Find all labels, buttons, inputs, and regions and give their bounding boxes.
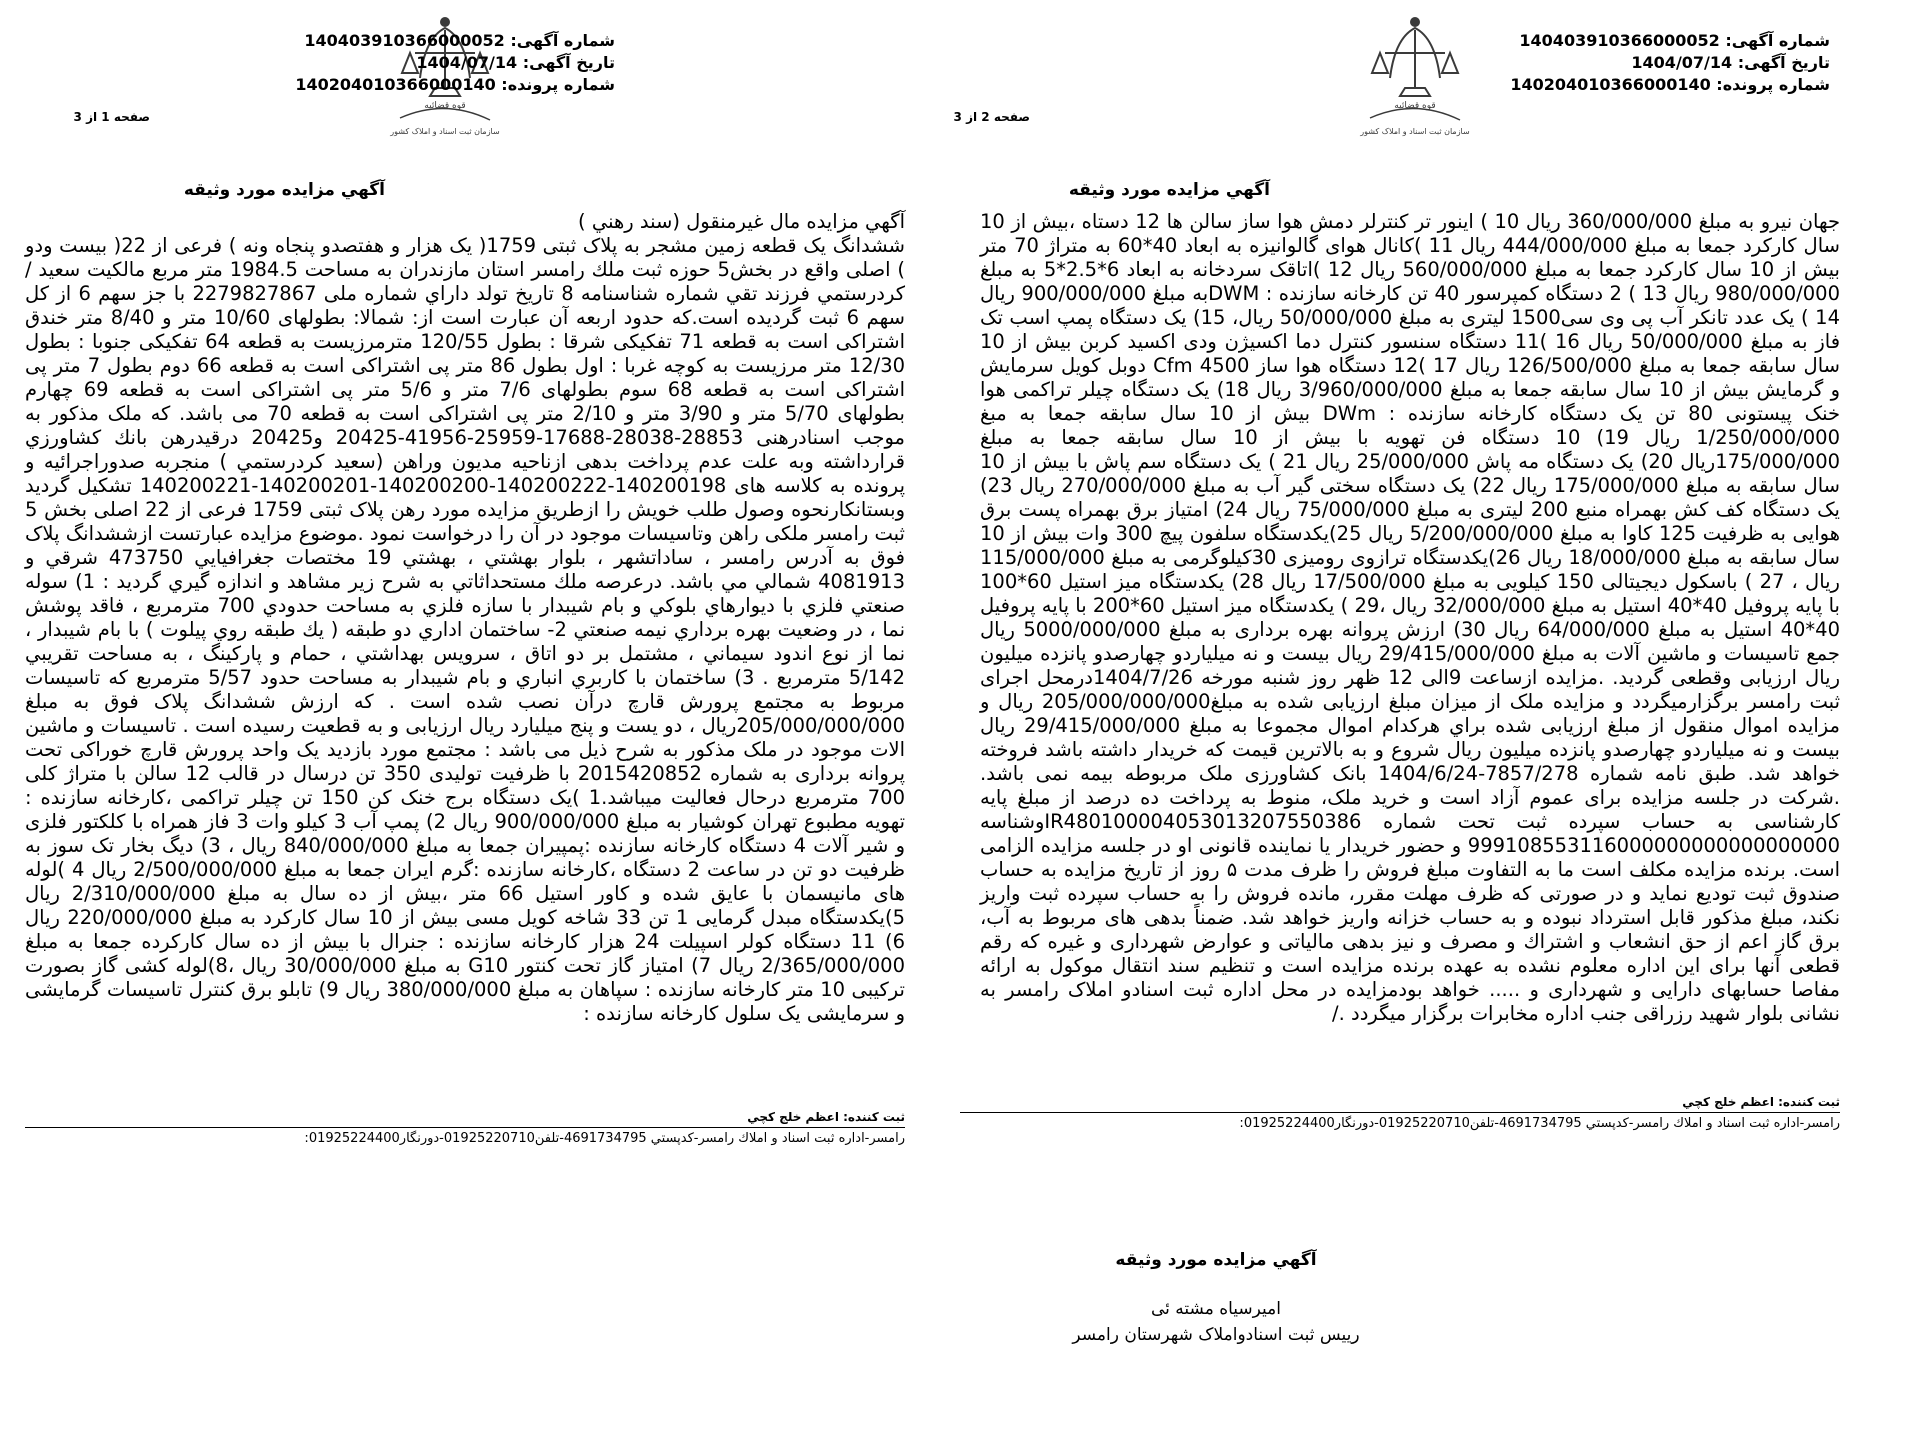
ad-body-paragraph: ششدانگ یک قطعه زمین مشجر به پلاک ثبتی 1759( یک هزار و هفتصدو پنجاه ونه ) فرعی از 22( بیست ودو ) اصلی واقع در بخش5 حوزه ثبت ملك رامسر استان مازندران به مساحت 1984.5 متر مربع مالكيت سعيد / كردرستمي فرزند تقي شماره شناسنامه 8 تاريخ تولد داراي شماره ملی 2279827867 با جز سهم 6 از كل سهم 6 ثبت گرديده است.که حدود اربعه آن عبارت است از: شمالا: بطولهای 10/60 متر و 8/40 متر خندق اشتراکی است به قطعه 71 تفکیکی شرقا : بطول 120/55 مترمرزیست به قطعه 64 تفکیکی جنوبا : بطول 12/30 متر مرزیست به کوچه غربا : اول بطول 86 متر پی اشتراکی است به قطعه 66 دوم بطول 7 متر پی اشتراکی است به قطعه 68 سوم بطولهای 7/6 متر و 5/6 متر پی اشتراکی است به قطعه 69 چهارم بطولهای 5/70 متر و 3/90 متر و 2/10 متر پی اشتراکی است به قطعه 70 می باشد. که ملک مذکور به موجب اسنادرهنی 28853-28038-17688-25959-41956-20425 و20425 درقیدرهن بانك كشاورزي قرارداشته وبه علت عدم پرداخت بدهی ازناحیه مدیون وراهن (سعید كردرستمي ) منجربه صدوراجرائيه و پرونده به كلاسه های 140200198-140200222-140200200-140200201-140200221 تشکیل گرديد وبستانکارنحوه وصول طلب خويش را ازطريق مزايده مورد رهن پلاک ثبتی 1759 فرعی از 22 اصلی بخش 5 ثبت رامسر ملکی راهن وتاسیسات موجود در آن را درخواست نمود .موضوع مزایده عبارتست ازششدانگ پلاک فوق به آدرس رامسر ، ساداتشهر ، بلوار بهشتي ، بهشتي 19 مختصات جغرافيايي 473750 شرقي و 4081913 شمالي مي باشد. درعرصه ملك مستحداثاتي به شرح زير مشاهد و اندازه گيري گرديد : 1) سوله صنعتي فلزي با ديوارهاي بلوكي و بام شيبدار با سازه فلزي به مساحت حدودي 700 مترمربع ، فاقد پوشش نما ، در وضعيت بهره برداري نيمه صنعتي 2- ساختمان اداري دو طبقه ( يك طبقه روي پيلوت ) با بام شيبدار ، نما از نوع اندود سيماني ، مشتمل بر دو اتاق ، سرويس بهداشتي ، حمام و پاركينگ ، به مساحت تقريبي 5/142 مترمربع . 3) ساختمان با كاربري انباري و بام شيبدار به مساحت حدود 5/57 مترمربع كه تاسيسات مربوط به مجتمع پرورش قارچ درآن نصب شده است . كه ارزش ششدانگ پلاک فوق به مبلغ 205/000/000/000ریال ، دو یست و پنج میلیارد ریال ارزیابی و به قطعیت رسیده است . تاسیسات و ماشین الات موجود در ملک مذکور به شرح ذیل می باشد : مجتمع مورد بازدید یک واحد پرورش قارچ خوراکی تحت پروانه برداری به شماره 2015420852 با ظرفیت تولیدی 350 تن درسال در قالب 12 سالن با متراژ کلی 700 مترمربع درحال فعالیت میباشد.1 )یک دستگاه برج خنک کن 150 تن چیلر تراکمی ،کارخانه سازنده : تهویه مطبوع تهران کوشیار به مبلغ 900/000/000 ریال 2) پمپ آب 3 کیلو وات 3 فاز همراه با کلکتور فلزی و شیر آلات 4 دستگاه کارخانه سازنده :پمپیران جمعا به مبلغ 840/000/000 ریال ، 3) دیگ بخار تک سوز به ظرفیت دو تن در ساعت 2 دستگاه ،کارخانه سازنده :گرم ایران جمعا به مبلغ 2/500/000/000 ریال 4 )لوله های مانیسمان با عایق شده و کاور استیل 66 متر ،بیش از ده سال به مبلغ 2/310/000/000 ریال 5)یکدستگاه مبدل گرمایی 1 تن 33 شاخه کویل مسی بیش از 10 سال کارکرد به مبلغ 220/000/000 ریال 6) 11 دستگاه کولر اسپیلت 24 هزار کارخانه سازنده : جنرال با بیش از ده سال کارکرده جمعا به مبلغ 2/365/000/000 ریال 7) امتیاز گاز تحت کنتور G10 به مبلغ 30/000/000 ریال ،8)لوله کشی گاز بصورت ترکیبی 10 متر کارخانه سازنده : سپاهان به مبلغ 380/000/000 ریال 9) تابلو برق کنترل تاسیسات گرمایشی و سرمایشی یک سلول کارخانه سازنده : [24,234,906,1025]
ad-number: شماره آگهی: 140403910366000052 [304,31,615,50]
emblem-caption-top: قوه قضائیه [1394,101,1436,111]
signatory-name: امیرسیاه مشته ئی [1150,1299,1282,1319]
page-title: آگهي مزايده مورد وثيقه [1068,180,1270,200]
office-footer: رامسر-اداره ثبت اسناد و املاك رامسر-کدپستي 4691734795-تلفن01925220710-دورنگار01925224400: [1239,1116,1840,1131]
emblem-caption-top: قوه قضائیه [424,101,466,111]
registrar-name: ثبت کننده: اعظم خلج کچي [747,1110,905,1124]
file-number: شماره پرونده: 140204010366000140 [295,75,615,94]
emblem-caption-bottom: سازمان ثبت اسناد و املاک کشور [390,127,500,136]
page-number: صفحه 1 از 3 [73,110,150,124]
footer-divider [25,1127,905,1128]
signatory-position: رييس ثبت اسنادواملاک شهرستان رامسر [1072,1325,1360,1345]
footer-divider [960,1112,1840,1113]
file-number: شماره پرونده: 140204010366000140 [1510,75,1830,94]
ad-metadata [1510,30,1830,96]
office-footer: رامسر-اداره ثبت اسناد و املاك رامسر-کدپستي 4691734795-تلفن01925220710-دورنگار01925224400: [304,1131,905,1146]
emblem-caption-bottom: سازمان ثبت اسناد و املاک کشور [1360,127,1470,136]
ad-date: تاریخ آگهی: 1404/07/14 [416,53,615,72]
ad-number: شماره آگهی: 140403910366000052 [1519,31,1830,50]
registrar-name: ثبت کننده: اعظم خلج کچي [1682,1095,1840,1109]
page-title: آگهي مزايده مورد وثيقه [183,180,385,200]
ad-page-2 [950,0,1850,1131]
ad-subtitle: آگهي مزايده مال غيرمنقول (سند رهني ) [578,210,905,233]
judiciary-emblem-icon [1350,8,1480,143]
ad-page-1 [15,0,915,1146]
ad-metadata [295,30,615,96]
ad-body-text [25,210,905,1026]
ad-date: تاریخ آگهی: 1404/07/14 [1631,53,1830,72]
page-number: صفحه 2 از 3 [953,110,1030,124]
signature-block [1006,1250,1426,1348]
signature-title: آگهي مزايده مورد وثيقه [1115,1250,1317,1270]
ad-body-text: جهان نیرو به مبلغ 360/000/000 ریال 10 ) اینور تر کنترلر دمش هوا ساز سالن ها 12 دستاه ،بیش از 10 سال کارکرد جمعا به مبلغ 444/000/000 ریال 11 )کانال هوای گالوانیزه به ابعاد 40*60 به متراژ 70 متر بیش از 10 سال کارکرد جمعا به مبلغ 560/000/000 ریال 12 )اتاقک سردخانه به ابعاد 6*2.5*5 به مبلغ 980/000/000 ریال 13 ) 2 دستگاه کمپرسور 40 تن کارخانه سازنده : DWMبه مبلغ 900/000/000 ریال 14 ) یک عدد تانکر آب پی وی سی1500 لیتری به مبلغ 50/000/000 ریال، 15) یک دستگاه پمپ اسب تک فاز به مبلغ 50/000/000 ریال 16 )11 دستگاه سنسور کنترل دما اکسیژن ودی اکسید کربن بیش از 10 سال سابقه جمعا به مبلغ 126/500/000 ریال 17 )12 دستگاه هوا ساز 4500 Cfm دوبل کویل سرمایش و گرمایش بیش از 10 سال سابقه جمعا به مبلغ 3/960/000/000 ریال 18) یک دستگاه چیلر تراکمی هوا خنک پیستونی 80 تن یک دستگاه کارخانه سازنده : DWm بیش از 10 سال سابقه جمعا به مبغ 1/250/000/000 ریال 19) 10 دستگاه فن تهویه با بیش از 10 سال سابقه جمعا به مبلغ 175/000/000ریال 20) یک دستگاه مه پاش 25/000/000 ریال 21 ) یک دستگاه سم پاش با بیش از 10 سال سابقه به مبلغ 175/000/000 ریال 22) یک دستگاه سختی گیر آب به مبلغ 270/000/000 ریال 23) یک دستگاه کف کش بهمراه منبع 200 لیتری به مبلغ 75/000/000 ریال 24) امتیاز برق بهمراه پست برق هوایی به ظرفیت 125 کاوا به مبلغ 5/200/000/000 ریال 25)یکدستگاه سلفون پیچ 300 وات بیش از 10 سال سابقه به مبلغ 18/000/000 ریال 26)یکدستگاه ترازوی رومیزی 30کیلوگرمی به مبلغ 115/000/000 ریال ، 27 ) باسکول دیجیتالی 150 کیلویی به مبلغ 17/500/000 ریال 28) یکدستگاه میز استیل 60*100 با پایه پروفیل 40*40 استیل به مبلغ 32/000/000 ریال ،29 ) یکدستگاه میز استیل 60*200 با پایه پروفیل 40*40 استیل به مبلغ 64/000/000 ریال 30) ارزش پروانه بهره برداری به مبلغ 5000/000/000 ریال جمع تاسیسات و ماشین آلات به مبلغ 29/415/000/000 ریال بیست و نه میلیاردو چهارصدو پانزده میلیون ریال ارزیابی وقطعی گردید. .مزایده ازساعت 9الی 12 ظهر روز شنبه مورخه 1404/7/26درمحل اجرای ثبت رامسر برگزارمیگردد و مزایده ملک از میزان مبلغ ارزیابی شده به مبلغ205/000/000/000 ریال و مزایده اموال منقول از مبلغ ارزیابی شده براي هركدام اموال مجموعا به مبلغ 29/415/000/000 ریال بیست و نه میلیاردو چهارصدو پانزده میلیون ریال شروع و به بالاترین قیمت که خریدار داشته باشد فروخته خواهد شد. طبق نامه شماره 7857/278-1404/6/24 بانک کشاورزی ملک مربوطه بیمه نمی باشد. .شرکت در جلسه مزایده برای عموم آزاد است و خرید ملک، منوط به پرداخت ده درصد از مبلغ پایه کارشناسی به حساب سپرده ثبت تحت شماره IR480100004053013207550386وشناسه 999108553116000000000000000000 و حضور خریدار یا نماینده قانونی او در جلسه مزایده الزامی است. برنده مزایده مکلف است ما به التفاوت مبلغ فروش را ظرف مدت ۵ روز از تاریخ مزایده به حساب صندوق ثبت تودیع نماید و در صورتی که ظرف مهلت مقرر، مانده فروش را به حساب سپرده ثبت واریز نکند، مبلغ مذکور قابل استرداد نبوده و به حساب خزانه واریز خواهد شد. ضمناً بدهی های مربوط به آب، برق گاز اعم از حق انشعاب و اشتراك و مصرف و نیز بدهی مالیاتی و عوارض شهرداری و غیره که رقم قطعی آنها برای این اداره معلوم نشده به عهده برنده مزایده است و تنظیم سند انتقال موکول به ارائه مفاصا حسابهای دارایی و شهرداری و ..... خواهد بودمزایده در محل اداره ثبت اسنادو املاک رامسر به نشانی بلوار شهید رزراقی جنب اداره مخابرات برگزار میگردد ./ [980,210,1841,1025]
